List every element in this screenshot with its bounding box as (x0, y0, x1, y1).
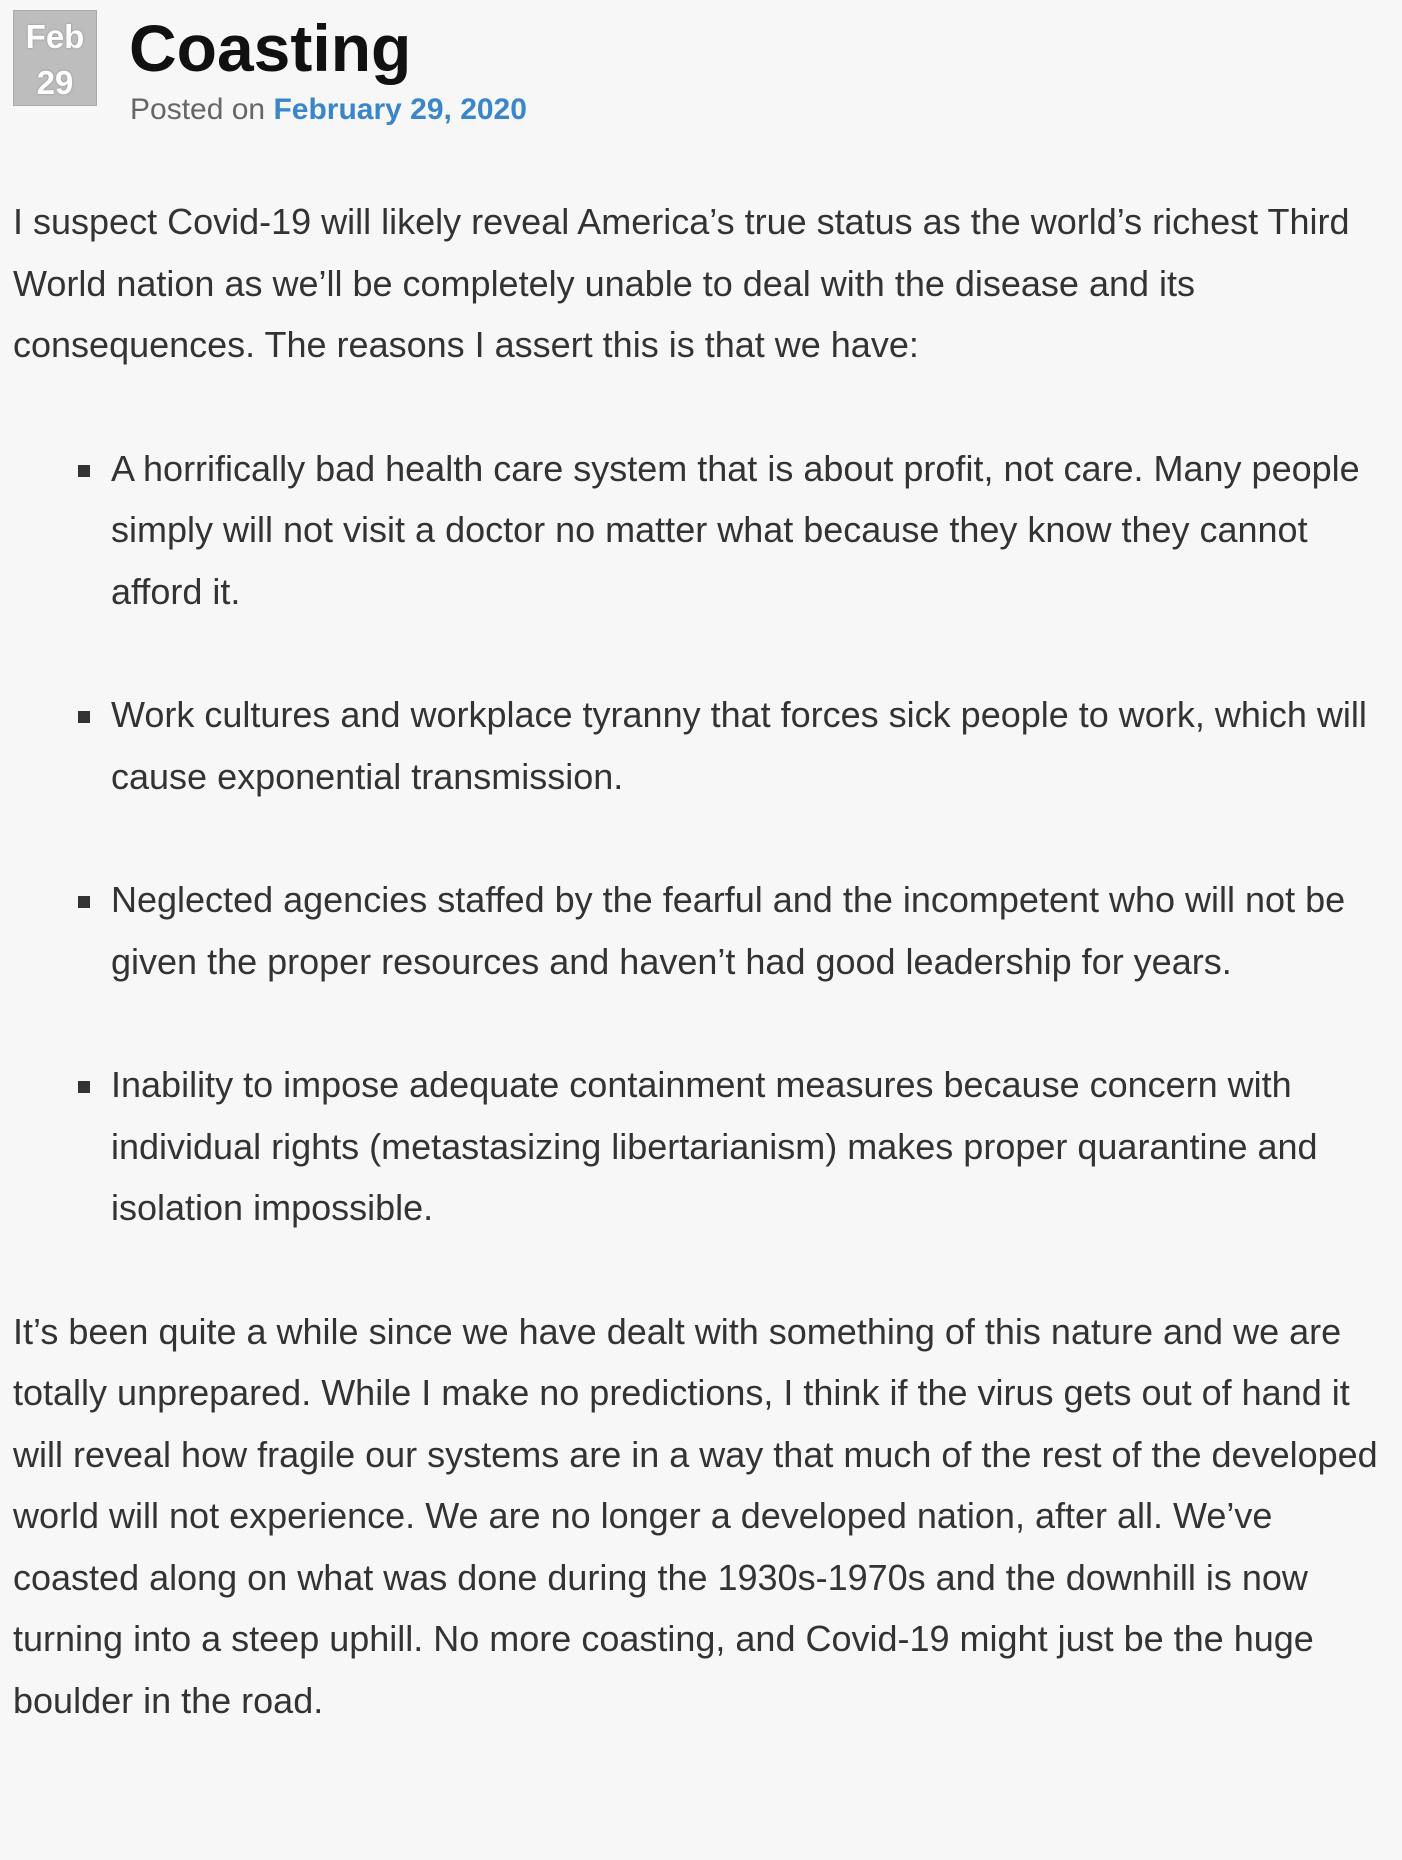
list-item (111, 684, 1393, 807)
list-item-text: A horrifically bad health care system that is about profit, not care. Many people simply will not visit a doctor no matter what because they know they cannot afford it. (111, 447, 1360, 612)
square-bullet-icon (78, 711, 90, 723)
closing-paragraph: It’s been quite a while since we have dealt with something of this nature and we are totally unprepared. While I make no predictions, I think if the virus gets out of hand it will reveal how fragile our systems are in a way that much of the rest of the developed world will not experience. We are no longer a developed nation, after all. We’ve coasted along on what was done during the 1930s-1970s and the downhill is now turning into a steep uphill. No more coasting, and Covid-19 might just be the huge boulder in the road. (13, 1310, 1378, 1721)
square-bullet-icon (78, 896, 90, 908)
posted-on-label: Posted on (130, 93, 274, 126)
square-bullet-icon (78, 465, 90, 477)
intro-paragraph: I suspect Covid-19 will likely reveal America’s true status as the world’s richest Third World nation as we’ll be completely unable to deal with the disease and its consequences. The reasons I assert this is that we have: (13, 201, 1350, 365)
reasons-list (13, 438, 1393, 1239)
list-item (111, 438, 1393, 623)
date-badge-month: Feb (25, 18, 85, 55)
list-item-text: Inability to impose adequate containment measures because concern with individual rights (metastasizing libertarianism) makes proper quarantine and isolation impossible. (111, 1064, 1318, 1228)
post-content (13, 191, 1393, 1731)
list-item-text: Neglected agencies staffed by the fearful and the incompetent who will not be given the proper resources and haven’t had good leadership for years. (111, 879, 1346, 982)
square-bullet-icon (78, 1081, 90, 1093)
list-item-text: Work cultures and workplace tyranny that forces sick people to work, which will cause exponential transmission. (111, 694, 1367, 797)
list-item (111, 1054, 1393, 1239)
list-item (111, 869, 1393, 992)
post-date-link[interactable]: February 29, 2020 (273, 93, 527, 126)
date-badge (13, 10, 97, 106)
date-badge-day: 29 (36, 64, 74, 101)
post-meta (130, 91, 527, 129)
post-title[interactable]: Coasting (129, 11, 412, 85)
